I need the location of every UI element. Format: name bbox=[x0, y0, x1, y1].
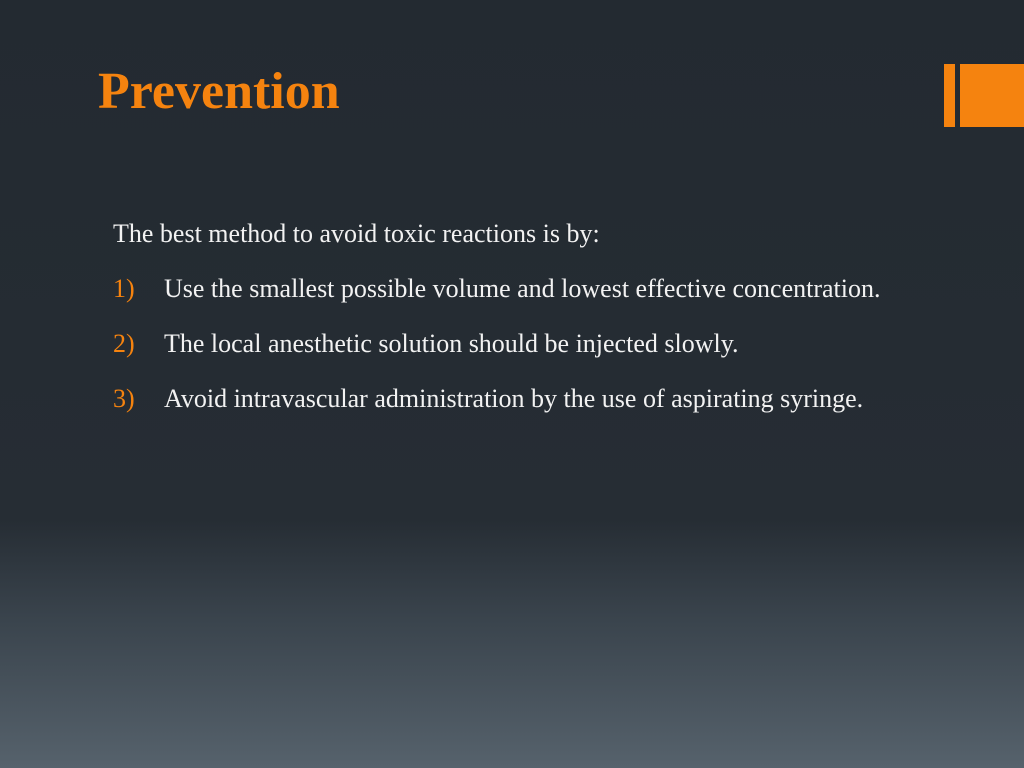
list-item-text: Avoid intravascular administration by the use of aspirating syringe. bbox=[164, 384, 864, 413]
list-item-number: 1) bbox=[113, 274, 135, 303]
list-item-number: 3) bbox=[113, 384, 135, 413]
list-item-number: 2) bbox=[113, 329, 135, 358]
slide-body bbox=[113, 207, 916, 425]
intro-text: The best method to avoid toxic reactions is by: bbox=[113, 219, 600, 248]
list-item-text: The local anesthetic solution should be injected slowly. bbox=[164, 329, 739, 358]
slide-title: Prevention bbox=[98, 63, 340, 120]
list-item bbox=[113, 262, 916, 315]
list-item-text: Use the smallest possible volume and lowest effective concentration. bbox=[164, 274, 881, 303]
list-item bbox=[113, 317, 916, 370]
accent-bar-thick bbox=[960, 64, 1024, 127]
accent-bar-thin bbox=[944, 64, 955, 127]
list-item bbox=[113, 372, 916, 425]
